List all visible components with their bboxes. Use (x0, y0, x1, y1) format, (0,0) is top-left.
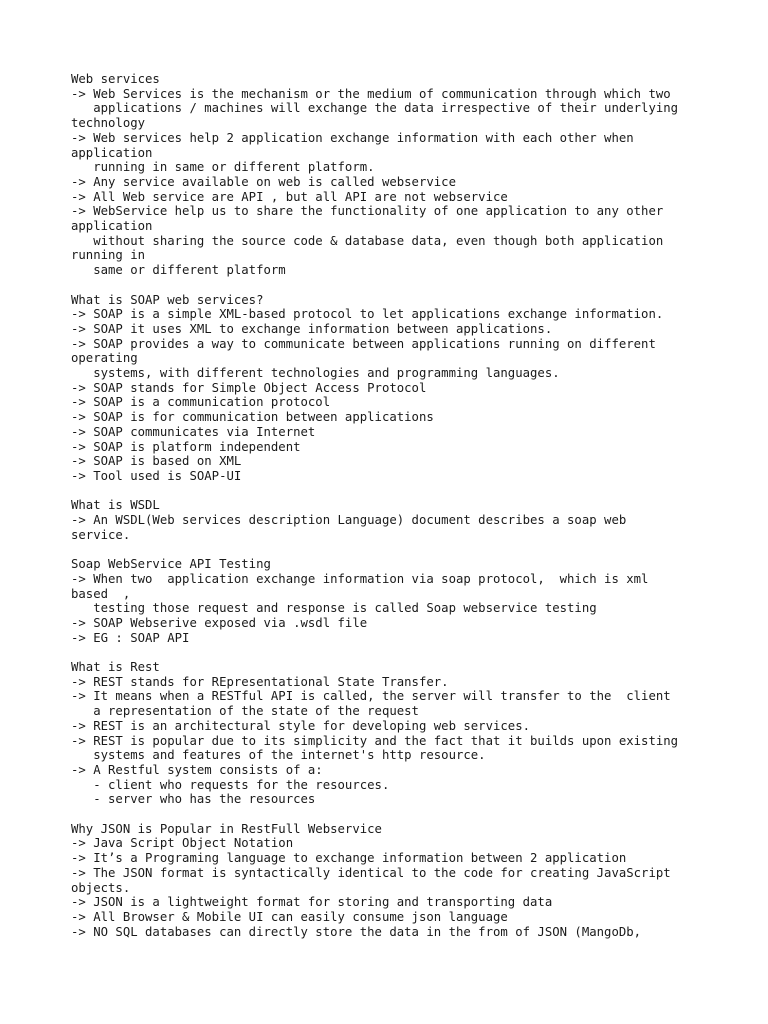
blank-line (71, 484, 761, 499)
text-line: -> All Web service are API , but all API are not webservice (71, 189, 508, 204)
text-line: -> SOAP is based on XML (71, 454, 242, 469)
text-line: running in same or different platform. (71, 160, 375, 175)
blank-line (71, 807, 761, 822)
text-line: Why JSON is Popular in RestFull Webservice (71, 821, 382, 836)
text-line: What is Rest (71, 660, 160, 675)
text-line: - client who requests for the resources. (71, 777, 390, 792)
text-line: -> WebService help us to share the functionality of one application to any other (71, 204, 664, 219)
blank-line (71, 278, 761, 293)
text-line: -> REST is popular due to its simplicity and the fact that it builds upon existing (71, 733, 679, 748)
text-line: same or different platform (71, 263, 286, 278)
text-line: -> SOAP is platform independent (71, 439, 301, 454)
text-line: What is WSDL (71, 498, 160, 513)
text-line: applications / machines will exchange the data irrespective of their underlying (71, 101, 679, 116)
text-line: -> Tool used is SOAP-UI (71, 468, 242, 483)
text-line: -> All Browser & Mobile UI can easily consume json language (71, 910, 508, 924)
text-line: -> The JSON format is syntactically identical to the code for creating JavaScript (71, 865, 671, 880)
text-line: -> An WSDL(Web services description Language) document describes a soap web (71, 513, 627, 528)
text-line: -> SOAP is a communication protocol (71, 395, 331, 410)
text-line: -> It means when a RESTful API is called, the server will transfer to the client (71, 689, 671, 704)
blank-line (71, 542, 761, 557)
text-line: testing those request and response is called Soap webservice testing (71, 601, 597, 616)
text-line: operating (71, 351, 138, 366)
text-line: -> When two application exchange information via soap protocol, which is xml (71, 571, 649, 586)
text-line: -> SOAP provides a way to communicate between applications running on different (71, 336, 656, 351)
text-line: -> SOAP it uses XML to exchange information between applications. (71, 321, 553, 336)
text-line: -> JSON is a lightweight format for storing and transporting data (71, 895, 553, 910)
text-line: systems, with different technologies and programming languages. (71, 366, 560, 381)
text-line: Soap WebService API Testing (71, 557, 271, 572)
text-line: -> Java Script Object Notation (71, 836, 294, 851)
text-line: application (71, 219, 153, 234)
text-line: -> SOAP Webserive exposed via .wsdl file (71, 615, 368, 630)
text-line: a representation of the state of the request (71, 704, 419, 719)
text-line: objects. (71, 880, 131, 895)
text-line: Web services (71, 72, 160, 86)
text-line: based , (71, 586, 131, 601)
text-line: -> SOAP is for communication between applications (71, 410, 434, 425)
text-line: -> A Restful system consists of a: (71, 762, 323, 777)
text-line: -> NO SQL databases can directly store the data in the from of JSON (MangoDb, (71, 924, 642, 939)
text-line: -> SOAP communicates via Internet (71, 424, 316, 439)
text-line: -> Web Services is the mechanism or the medium of communication through which two (71, 86, 671, 101)
text-line: -> REST stands for REpresentational State Transfer. (71, 674, 449, 689)
text-line: -> Web services help 2 application exchange information with each other when (71, 130, 634, 145)
text-line: - server who has the resources (71, 792, 316, 807)
text-line: service. (71, 527, 131, 542)
text-line: -> It’s a Programing language to exchange information between 2 application (71, 851, 627, 866)
text-line: -> REST is an architectural style for developing web services. (71, 718, 531, 733)
blank-line (71, 645, 761, 660)
text-line: running in (71, 248, 146, 263)
text-line: -> SOAP is a simple XML-based protocol to let applications exchange information. (71, 307, 664, 322)
text-line: application (71, 145, 153, 160)
text-line: -> Any service available on web is called webservice (71, 174, 456, 189)
text-line: technology (71, 116, 146, 131)
document-text (71, 72, 761, 939)
text-line: What is SOAP web services? (71, 292, 264, 307)
text-line: systems and features of the internet's http resource. (71, 748, 486, 763)
text-line: without sharing the source code & database data, even though both application (71, 233, 664, 248)
text-line: -> SOAP stands for Simple Object Access Protocol (71, 380, 427, 395)
text-line: -> EG : SOAP API (71, 630, 190, 645)
